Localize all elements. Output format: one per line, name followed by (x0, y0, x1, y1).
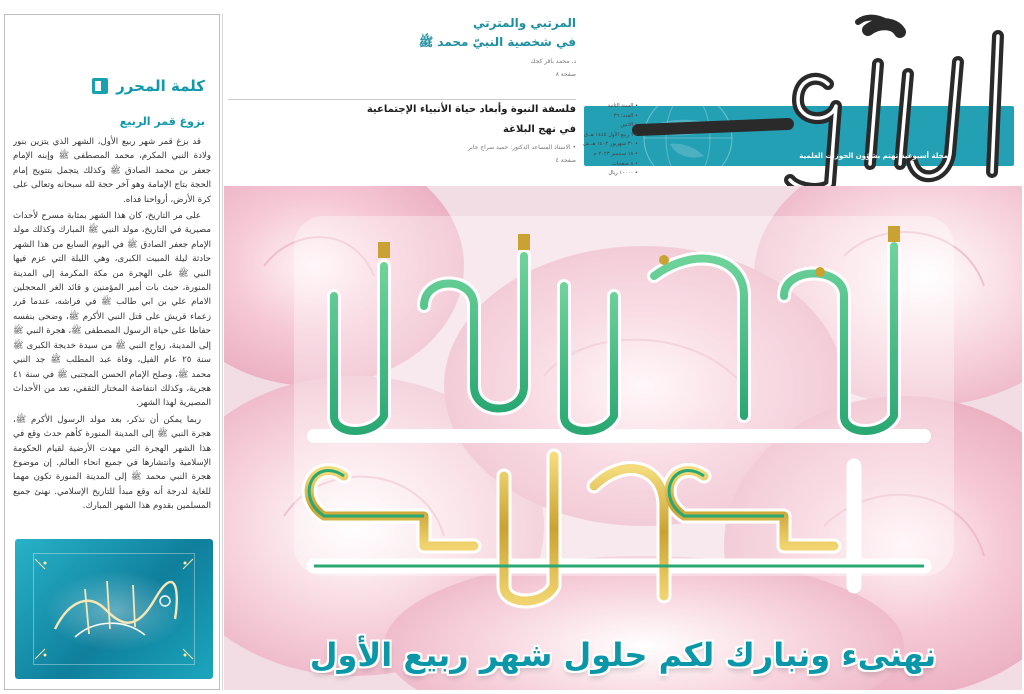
peony-flowers-background (224, 186, 1022, 690)
calligraphy-ornament-icon (15, 539, 213, 679)
teaser-title: فلسفة النبوة وأبعاد حياة الأنبياء الإجتماعية (366, 104, 576, 115)
hero-caption: نهنىء ونبارك لكم حلول شهر ربيع الأول (309, 636, 937, 674)
column-divider (222, 14, 223, 690)
teaser-divider (228, 99, 576, 100)
editorial-column (4, 14, 220, 690)
masthead (578, 14, 1022, 192)
teaser-article[interactable] (226, 14, 576, 98)
issue-info-block (578, 102, 638, 190)
editorial-paragraph: ربما يمكن أن نذكر، بعد مولد الرسول الأكرم ﷺ، هجرة النبي ﷺ إلى المدينة المنورة كأهم حدث وقع في هذا الشهر الهجرة التي مهدت الأرضية لقيام الحكومة الإسلامية وانتشارها في جميع انحاء العالم. إن موضوع هجرة النبي محمد ﷺ إلى المدينة المنورة تكون مهما للغاية لدرجة أنه وقع مبدأ للتاريخ الإسلامي. نهنئ جميع المسلمين بقدوم هذا الشهر المبارك. (13, 414, 211, 512)
section-marker-icon (92, 78, 108, 94)
teaser-title: المرتبي والمترتي (473, 16, 576, 30)
editorial-body (13, 135, 211, 537)
masthead-logo (578, 14, 1022, 192)
teaser-title-line2: في شخصية النبيّ محمد ﷺ (418, 35, 576, 49)
teaser-author: د. محمد باقر كجك (530, 58, 576, 65)
issue-info-line: • ١٨ سبتمبر ٢٠٢٣ م (593, 150, 638, 157)
issue-info-line: • ٣٠ شهريور ١٤٠٢ هـ.ش (583, 141, 638, 148)
issue-info-line: • ١٠٠٠٠ ريال (608, 170, 638, 177)
teaser-title-line2: في نهج البلاغة (503, 124, 576, 135)
teaser-page-ref: صفحة ٤ (555, 157, 576, 164)
editorial-paragraph: قد بزغ قمر شهر ربيع الأول، الشهر الذي يتزين بنور ولادة النبي المكرم، محمد المصطفى ﷺ وإبنه الإمام جعفر بن محمد الصادق ﷺ وكذلك يتجمل بتتويج إمام الحجة بتاج الإمامة وهو آخر حجة لله سبحانه وتعالى على كرة الأرض، أرواحنا فداه. (13, 137, 211, 205)
teaser-page-ref: صفحة ٨ (555, 71, 576, 78)
issue-info-line: • الاثنين (620, 122, 638, 129)
teaser-author: • الاستاذ المساعد الدكتور: حميد سراج جابر (467, 144, 576, 151)
issue-info-line: • السنة الثانية (607, 103, 638, 109)
editorial-section-title: كلمة المحرر (116, 77, 205, 95)
editorial-subtitle: بزوغ قمر الربيع (119, 115, 205, 128)
issue-info-line: • العدد: ٣٦ (613, 112, 638, 119)
issue-info-line: • ٦ ربيع الأول ١٤٤٥ هـ.ق (583, 131, 638, 138)
teaser-article[interactable] (226, 102, 576, 182)
masthead-tagline: مجلة أسبوعية تهتم بشؤون الحوزات العلمية (799, 152, 948, 160)
issue-info-line: • ٨ صفحات (611, 160, 638, 167)
editorial-header (92, 77, 205, 95)
greeting-card-image (15, 539, 213, 679)
editorial-paragraph: على مر التاريخ، كان هذا الشهر بمثابة مسرح لأحداث مصيرية في التاريخ، مولد النبي ﷺ المبارك وكذلك مولد الإمام جعفر الصادق ﷺ في اليوم السابع من هذا الشهر حادثة ليلة المبيت الكبرى، وهي الليلة التي عزم فيها النبي ﷺ على الهجرة من مكة المكرمة إلى المدينة المنورة، حيث بات أمير المؤمنين و قائد الغر المحجلين الامام علي بن ابي طالب ﷺ في فراشه، عندما قرر زعماء قريش على قتل النبي الأكرم ﷺ، وضحى بنفسه حفاظا على حياة الرسول المصطفى ﷺ، هجرة النبي ﷺ إلى المدينة، زواج النبي ﷺ من سيدة خديجة الكبرى ﷺ سنة ٢٥ عام الفيل، وفاة عبد المطلب ﷺ جد النبي محمد ﷺ، وصلح الإمام الحسن المجتبى ﷺ في سنة ٤١ هجرية، وكذلك انتفاضة المختار الثقفي، تعد من الأحداث المصيرية لهذا الشهر. (13, 211, 211, 409)
hero-image (224, 186, 1022, 690)
